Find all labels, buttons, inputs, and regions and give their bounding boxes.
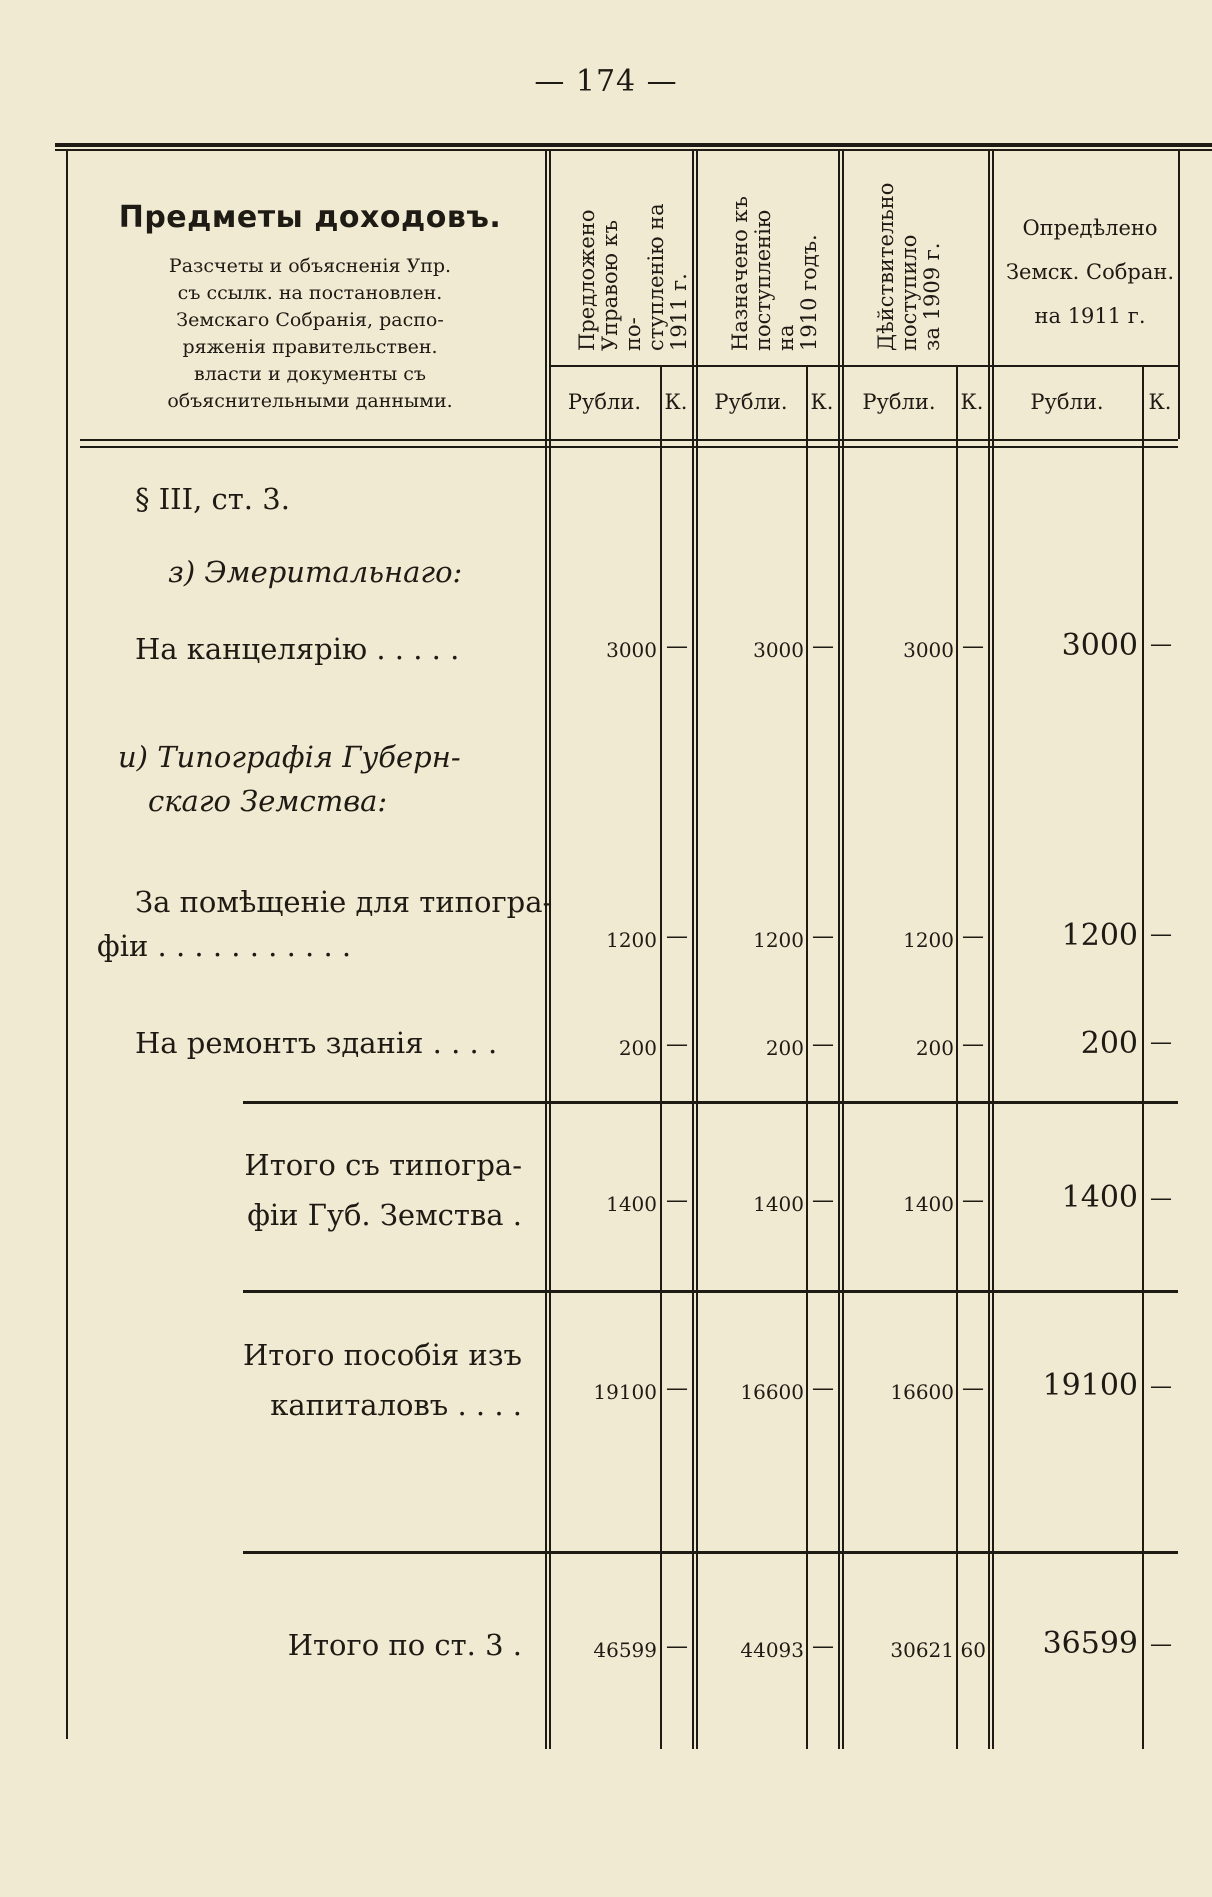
- value-assigned: 1400: [753, 1192, 804, 1216]
- top-rule: [55, 143, 1212, 147]
- header-line: Управою къ по-: [598, 219, 645, 351]
- unit-kop: К.: [1148, 390, 1172, 414]
- dash: —: [962, 634, 984, 659]
- header-line: на 1911 г.: [1034, 304, 1146, 328]
- value-determined: 1200: [1061, 918, 1138, 953]
- value-assigned: 1200: [753, 928, 804, 952]
- header-line: 1910 годъ.: [797, 234, 821, 351]
- label-line: фіи Губ. Земства .: [247, 1198, 522, 1232]
- dash: —: [962, 1376, 984, 1401]
- header-divider: [549, 365, 1178, 367]
- dash: —: [812, 1032, 834, 1057]
- dash: —: [666, 1188, 688, 1213]
- header-line: Назначено къ: [728, 196, 752, 351]
- label-line: Итого съ типогра-: [244, 1148, 522, 1182]
- dash: —: [1150, 1632, 1172, 1657]
- dash: —: [812, 1634, 834, 1659]
- value-determined: 200: [1080, 1026, 1138, 1061]
- dash: —: [666, 924, 688, 949]
- dash: —: [666, 1032, 688, 1057]
- header-bottom-line: [80, 446, 1178, 448]
- dash: —: [666, 1634, 688, 1659]
- subsection-heading: з) Эмеритальнаго:: [168, 555, 463, 589]
- header-bottom-line: [80, 439, 1178, 441]
- value-determined: 36599: [1042, 1626, 1138, 1661]
- grid-line: [1142, 365, 1144, 1749]
- value-determined: 19100: [1042, 1368, 1138, 1403]
- dash: —: [1150, 922, 1172, 947]
- dash: —: [1150, 632, 1172, 657]
- total-separator: [243, 1290, 1178, 1293]
- header-subtitle: [80, 253, 540, 415]
- header-line: Дѣйствительно: [874, 182, 898, 351]
- unit-rub: Рубли.: [567, 390, 642, 414]
- header-line: за 1909 г.: [920, 242, 944, 351]
- dash: —: [666, 634, 688, 659]
- dash: —: [666, 1376, 688, 1401]
- header-line: поступило: [897, 234, 921, 351]
- subtotal-label: [240, 1330, 522, 1430]
- value-assigned: 200: [765, 1036, 804, 1060]
- total-separator: [243, 1101, 1178, 1104]
- value-actual: 16600: [890, 1380, 954, 1404]
- value-assigned: 3000: [753, 638, 804, 662]
- col-header-determined: [990, 206, 1190, 338]
- value-actual: 200: [915, 1036, 954, 1060]
- unit-rub: Рубли.: [1030, 390, 1104, 414]
- dash: —: [1150, 1186, 1172, 1211]
- subtotal-label: [240, 1140, 522, 1240]
- dash: —: [962, 1032, 984, 1057]
- value-actual-kop: 60: [960, 1638, 986, 1662]
- total-label: Итого по ст. 3 .: [287, 1628, 522, 1662]
- dash: —: [962, 1188, 984, 1213]
- label-line: капиталовъ . . . .: [270, 1388, 522, 1422]
- subtitle-line: Земскаго Собранія, распо-: [176, 309, 444, 331]
- subtitle-line: объяснительными данными.: [167, 390, 453, 412]
- col-header-proposed: [575, 191, 691, 351]
- grid-line: [66, 151, 68, 1739]
- col-header-assigned: [729, 191, 819, 351]
- grid-line: [692, 151, 694, 1749]
- value-actual: 1200: [903, 928, 954, 952]
- subsection-heading: [118, 735, 461, 823]
- dash: —: [812, 1376, 834, 1401]
- page-number: — 174 —: [534, 64, 678, 99]
- dash: —: [812, 924, 834, 949]
- value-actual: 30621: [890, 1638, 954, 1662]
- header-line: Земск. Собран.: [1005, 260, 1175, 284]
- subtitle-line: Разсчеты и объясненія Упр.: [168, 255, 452, 277]
- row-label: На канцелярію . . . . .: [135, 632, 460, 666]
- value-proposed: 3000: [606, 638, 657, 662]
- top-rule-thin: [55, 149, 1212, 151]
- label-line: фіи . . . . . . . . . . .: [97, 929, 352, 963]
- value-proposed: 19100: [593, 1380, 657, 1404]
- subtitle-line: власти и документы съ: [194, 363, 426, 385]
- unit-kop: К.: [810, 390, 834, 414]
- value-assigned: 44093: [740, 1638, 804, 1662]
- unit-kop: К.: [664, 390, 688, 414]
- header-line: Опредѣлено: [1022, 216, 1158, 240]
- unit-kop: К.: [960, 390, 984, 414]
- grid-line: [806, 365, 808, 1749]
- grid-line: [838, 151, 840, 1749]
- dash: —: [812, 1188, 834, 1213]
- subtitle-line: ряженія правительствен.: [182, 336, 438, 358]
- dash: —: [1150, 1374, 1172, 1399]
- dash: —: [812, 634, 834, 659]
- value-determined: 1400: [1061, 1180, 1138, 1215]
- header-line: Предложено: [575, 209, 599, 351]
- total-separator: [243, 1551, 1178, 1554]
- label-line: Итого пособія изъ: [243, 1338, 522, 1372]
- unit-rub: Рубли.: [862, 390, 936, 414]
- label-line: и) Типографія Губерн-: [118, 740, 461, 774]
- row-label: [97, 880, 552, 968]
- col-header-actual: [874, 182, 965, 351]
- value-assigned: 16600: [740, 1380, 804, 1404]
- grid-line: [956, 365, 958, 1749]
- value-proposed: 1400: [606, 1192, 657, 1216]
- header-line: ступленію на: [644, 203, 668, 351]
- value-actual: 3000: [903, 638, 954, 662]
- value-determined: 3000: [1061, 628, 1138, 663]
- header-title: Предметы доходовъ.: [118, 200, 502, 235]
- value-actual: 1400: [903, 1192, 954, 1216]
- header-line: 1911 г.: [667, 273, 691, 351]
- dash: —: [962, 924, 984, 949]
- label-line: За помѣщеніе для типогра-: [135, 885, 553, 919]
- subtitle-line: съ ссылк. на постановлен.: [177, 282, 443, 304]
- row-label: На ремонтъ зданія . . . .: [135, 1026, 498, 1060]
- value-proposed: 200: [618, 1036, 657, 1060]
- unit-rub: Рубли.: [714, 390, 788, 414]
- header-line: поступленію на: [751, 209, 798, 351]
- value-proposed: 46599: [593, 1638, 657, 1662]
- grid-line: [660, 365, 662, 1749]
- section-heading: § III, ст. 3.: [135, 482, 290, 516]
- dash: —: [1150, 1030, 1172, 1055]
- grid-line: [988, 151, 990, 1749]
- label-line: скаго Земства:: [148, 784, 388, 818]
- value-proposed: 1200: [606, 928, 657, 952]
